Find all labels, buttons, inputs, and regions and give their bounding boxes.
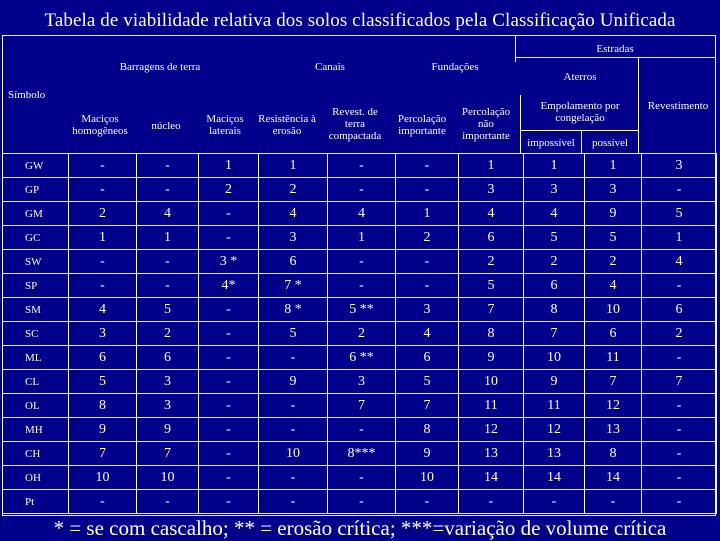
table-cell: 6	[396, 346, 459, 370]
table-cell: -	[396, 274, 459, 298]
table-cell: 1	[137, 226, 199, 250]
table-cell: 12	[585, 394, 642, 418]
table-cell: 3	[585, 178, 642, 202]
footnote: * = se com cascalho; ** = erosão crítica; ***=variação de volume crítica	[53, 516, 667, 540]
table-cell: -	[69, 490, 137, 514]
table-cell: 2	[524, 250, 585, 274]
table-cell: 2	[396, 226, 459, 250]
table-row	[3, 298, 717, 322]
table-cell: 9	[69, 418, 137, 442]
table-row	[3, 154, 717, 178]
row-symbol: GP	[3, 178, 69, 202]
table-cell: 4	[585, 274, 642, 298]
table-cell: 5	[524, 226, 585, 250]
table-cell: -	[459, 490, 524, 514]
table-cell: -	[69, 274, 137, 298]
header-empolamento: Empolamento por congelação	[540, 100, 620, 124]
table-cell: -	[199, 370, 259, 394]
table-cell: 7	[642, 370, 717, 394]
table-cell: 4	[137, 202, 199, 226]
table-cell: 6	[69, 346, 137, 370]
table-cell: -	[328, 466, 396, 490]
table-cell: -	[642, 274, 717, 298]
table-cell: 3	[259, 226, 328, 250]
table-cell: 3	[137, 394, 199, 418]
table-cell: -	[642, 346, 717, 370]
table-row	[3, 394, 717, 418]
table-cell: -	[199, 202, 259, 226]
table-cell: 7	[69, 442, 137, 466]
table-cell: 4*	[199, 274, 259, 298]
table-cell: 5	[459, 274, 524, 298]
table-cell: 9	[137, 418, 199, 442]
table-cell: 2	[199, 178, 259, 202]
table-cell: -	[69, 178, 137, 202]
table-cell: 12	[459, 418, 524, 442]
table-cell: 5	[137, 298, 199, 322]
table-cell: -	[199, 298, 259, 322]
header-macicos-homogeneos: Maciços homogêneos	[72, 113, 128, 137]
header-macicos-laterais: Maciços laterais	[206, 113, 244, 137]
table-cell: 10	[585, 298, 642, 322]
table-cell: -	[137, 490, 199, 514]
table-cell: 5	[585, 226, 642, 250]
table-cell: 2	[328, 322, 396, 346]
table-cell: 5 **	[328, 298, 396, 322]
table-cell: 2	[259, 178, 328, 202]
table-row	[3, 202, 717, 226]
table-cell: -	[328, 490, 396, 514]
table-cell: 11	[524, 394, 585, 418]
table-cell: 4	[396, 322, 459, 346]
table-cell: -	[585, 490, 642, 514]
row-symbol: Pt	[3, 490, 69, 514]
table-cell: -	[199, 346, 259, 370]
table-cell: -	[199, 226, 259, 250]
table-cell: 1	[459, 154, 524, 178]
table-cell: 10	[459, 370, 524, 394]
estradas-left-border	[515, 35, 516, 62]
table-cell: 3 *	[199, 250, 259, 274]
table-cell: -	[199, 442, 259, 466]
header-resistencia-erosao: Resistência à erosão	[258, 113, 316, 137]
row-symbol: OL	[3, 394, 69, 418]
table-cell: 9	[396, 442, 459, 466]
table-cell: -	[396, 154, 459, 178]
header-barragens: Barragens de terra	[119, 61, 201, 73]
table-body	[3, 154, 717, 514]
table-cell: 8***	[328, 442, 396, 466]
table-cell: 3	[137, 370, 199, 394]
table-cell: 6	[137, 346, 199, 370]
table-cell: -	[642, 442, 717, 466]
estradas-divider	[515, 57, 716, 58]
table-cell: -	[642, 490, 717, 514]
table-cell: -	[199, 418, 259, 442]
table-cell: -	[137, 250, 199, 274]
table-cell: -	[199, 322, 259, 346]
table-row	[3, 250, 717, 274]
table-cell: 7	[524, 322, 585, 346]
table-cell: 4	[524, 202, 585, 226]
table-cell: 8	[524, 298, 585, 322]
table-cell: 2	[459, 250, 524, 274]
table-cell: 5	[396, 370, 459, 394]
row-symbol: GM	[3, 202, 69, 226]
table-cell: -	[199, 466, 259, 490]
table-cell: -	[328, 178, 396, 202]
table-cell: -	[259, 346, 328, 370]
table-cell: 3	[328, 370, 396, 394]
row-symbol: GW	[3, 154, 69, 178]
table-cell: -	[642, 418, 717, 442]
table-cell: 3	[524, 178, 585, 202]
header-revestimento: Revestimento	[647, 100, 709, 112]
table-cell: 6 **	[328, 346, 396, 370]
table-cell: 1	[199, 154, 259, 178]
header-revest-terra: Revest. de terra compactada	[328, 106, 382, 142]
table-cell: -	[69, 250, 137, 274]
table-cell: 6	[524, 274, 585, 298]
header-fundacoes: Fundações	[431, 61, 479, 73]
table-row	[3, 322, 717, 346]
table-cell: 3	[642, 154, 717, 178]
table-row	[3, 346, 717, 370]
table-cell: -	[259, 490, 328, 514]
header-canais: Canais	[315, 61, 345, 73]
row-symbol: SW	[3, 250, 69, 274]
table-cell: 1	[585, 154, 642, 178]
row-symbol: GC	[3, 226, 69, 250]
table-cell: 3	[396, 298, 459, 322]
table-cell: 8	[396, 418, 459, 442]
table-cell: 5	[69, 370, 137, 394]
row-symbol: SC	[3, 322, 69, 346]
table-cell: 8 *	[259, 298, 328, 322]
table-cell: 10	[69, 466, 137, 490]
table-row	[3, 442, 717, 466]
table-cell: 5	[259, 322, 328, 346]
table-cell: 13	[585, 418, 642, 442]
row-symbol: SM	[3, 298, 69, 322]
table-cell: -	[328, 154, 396, 178]
table-cell: 7 *	[259, 274, 328, 298]
table-cell: -	[328, 274, 396, 298]
table-cell: 2	[137, 322, 199, 346]
empolamento-divider	[520, 130, 638, 131]
table-cell: 6	[259, 250, 328, 274]
table-cell: 14	[585, 466, 642, 490]
table-cell: -	[137, 178, 199, 202]
table-cell: 1	[524, 154, 585, 178]
table-row	[3, 178, 717, 202]
header-percolacao-importante: Percolação importante	[397, 113, 447, 137]
table-cell: -	[396, 178, 459, 202]
table-cell: 7	[137, 442, 199, 466]
table-cell: -	[69, 154, 137, 178]
table-cell: 1	[642, 226, 717, 250]
table-cell: 8	[459, 322, 524, 346]
table-cell: 2	[585, 250, 642, 274]
table-cell: 9	[259, 370, 328, 394]
table-cell: -	[259, 394, 328, 418]
table-cell: 4	[69, 298, 137, 322]
table-cell: -	[199, 490, 259, 514]
table-cell: -	[137, 154, 199, 178]
table-cell: 14	[524, 466, 585, 490]
table-cell: 1	[396, 202, 459, 226]
table-cell: 4	[328, 202, 396, 226]
table-cell: 4	[259, 202, 328, 226]
table-cell: 10	[259, 442, 328, 466]
table-row	[3, 418, 717, 442]
table-row	[3, 274, 717, 298]
table-cell: -	[524, 490, 585, 514]
table-cell: 12	[524, 418, 585, 442]
empolamento-left-border	[520, 95, 521, 153]
table-cell: 3	[459, 178, 524, 202]
table-cell: 11	[585, 346, 642, 370]
table-cell: 8	[585, 442, 642, 466]
table-cell: 1	[328, 226, 396, 250]
table-cell: -	[642, 466, 717, 490]
header-aterros: Aterros	[563, 71, 597, 83]
table-cell: -	[259, 418, 328, 442]
table-cell: 11	[459, 394, 524, 418]
header-simbolo: Símbolo	[8, 89, 46, 101]
viability-table	[2, 153, 717, 514]
table-cell: 4	[642, 250, 717, 274]
table-cell: 13	[524, 442, 585, 466]
table-row	[3, 370, 717, 394]
table-cell: -	[259, 466, 328, 490]
row-symbol: CH	[3, 442, 69, 466]
table-cell: 7	[459, 298, 524, 322]
table-cell: -	[137, 274, 199, 298]
table-cell: 8	[69, 394, 137, 418]
table-cell: -	[642, 178, 717, 202]
table-cell: 7	[585, 370, 642, 394]
table-cell: 7	[396, 394, 459, 418]
table-cell: -	[396, 490, 459, 514]
table-cell: 3	[69, 322, 137, 346]
table-row	[3, 226, 717, 250]
table-cell: 9	[459, 346, 524, 370]
table-cell: -	[396, 250, 459, 274]
table-row	[3, 466, 717, 490]
table-cell: 6	[585, 322, 642, 346]
row-symbol: CL	[3, 370, 69, 394]
table-cell: 6	[642, 298, 717, 322]
row-symbol: OH	[3, 466, 69, 490]
table-row	[3, 490, 717, 514]
table-cell: -	[199, 394, 259, 418]
page-title: Tabela de viabilidade relativa dos solos classificados pela Classificação Unificada	[44, 10, 676, 31]
table-cell: -	[328, 418, 396, 442]
table-cell: 6	[459, 226, 524, 250]
table-cell: 9	[524, 370, 585, 394]
header-nucleo: núcleo	[151, 120, 181, 132]
table-cell: 7	[328, 394, 396, 418]
table-cell: 1	[259, 154, 328, 178]
table-cell: 14	[459, 466, 524, 490]
table-cell: 13	[459, 442, 524, 466]
header-percolacao-nao-importante: Percolação não importante	[461, 106, 511, 142]
row-symbol: SP	[3, 274, 69, 298]
table-cell: 10	[396, 466, 459, 490]
table-cell: 2	[69, 202, 137, 226]
table-cell: 9	[585, 202, 642, 226]
row-symbol: MH	[3, 418, 69, 442]
table-cell: 2	[642, 322, 717, 346]
aterros-border	[638, 57, 639, 153]
table-cell: 10	[137, 466, 199, 490]
table-cell: 4	[459, 202, 524, 226]
header-estradas: Estradas	[596, 43, 634, 55]
row-symbol: ML	[3, 346, 69, 370]
table-cell: -	[328, 250, 396, 274]
table-cell: 5	[642, 202, 717, 226]
table-cell: 1	[69, 226, 137, 250]
header-possivel: possível	[591, 137, 629, 149]
table-cell: -	[642, 394, 717, 418]
header-impossivel: impossível	[527, 137, 575, 149]
table-cell: 10	[524, 346, 585, 370]
